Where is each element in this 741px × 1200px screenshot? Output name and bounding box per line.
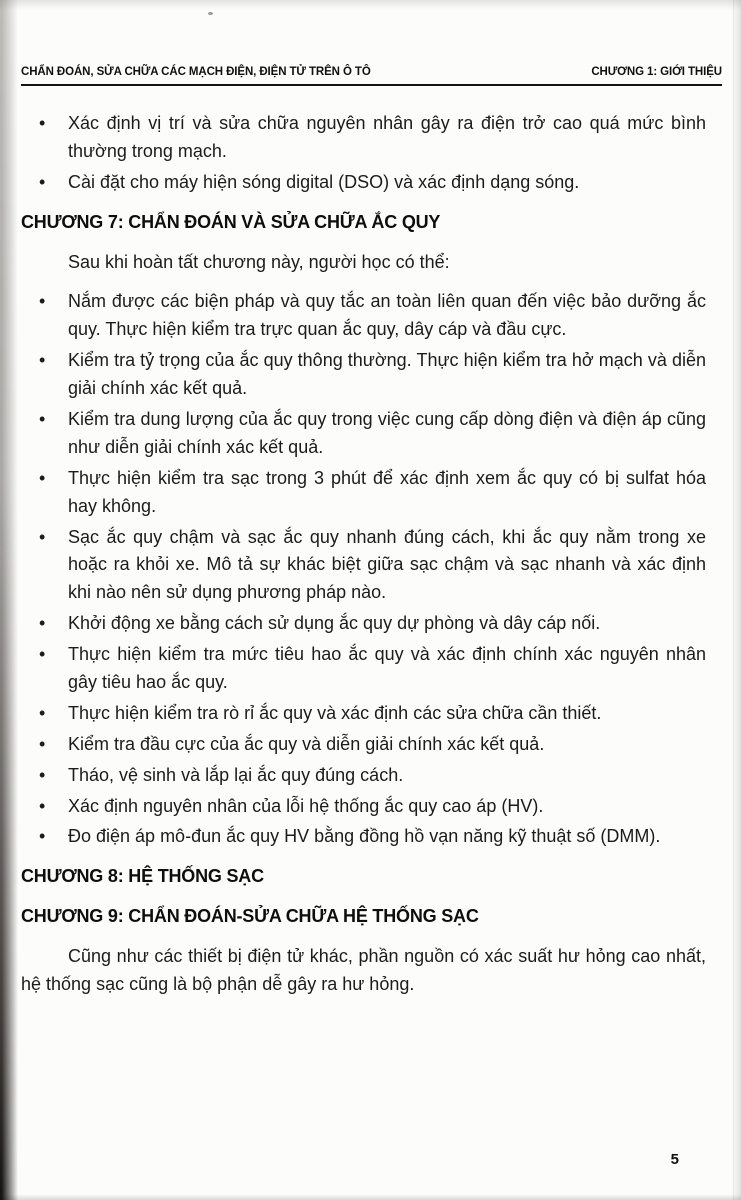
bullet-icon: • [39,171,46,192]
chapter7-lead: Sau khi hoàn tất chương này, người học có thể: [68,251,450,272]
list-item-text: Thực hiện kiểm tra sạc trong 3 phút để xác định xem ắc quy có bị sulfat hóa hay không. [68,467,706,516]
chapter8-heading: CHƯƠNG 8: HỆ THỐNG SẠC [21,866,264,887]
list-item-text: Khởi động xe bằng cách sử dụng ắc quy dự phòng và dây cáp nối. [68,613,601,634]
list-item [21,793,706,821]
list-item-text: Xác định vị trí và sửa chữa nguyên nhân gây ra điện trở cao quá mức bình thường trong mạch. [68,113,706,161]
chapter7-heading: CHƯƠNG 7: CHẨN ĐOÁN VÀ SỬA CHỮA ẮC QUY [21,211,441,232]
chapter-marker: CHƯƠNG 1: GIỚI THIỆU [591,66,722,78]
list-item [21,169,706,197]
bullet-icon: • [39,702,46,723]
bullet-icon: • [39,733,46,754]
list-item-text: Cài đặt cho máy hiện sóng digital (DSO) và xác định dạng sóng. [68,171,580,192]
list-item-text: Đo điện áp mô-đun ắc quy HV bằng đồng hồ vạn năng kỹ thuật số (DMM). [68,826,661,847]
list-item [21,288,706,344]
list-item [21,110,706,166]
list-item-text: Xác định nguyên nhân của lỗi hệ thống ắc quy cao áp (HV). [68,795,544,816]
list-item-text: Thực hiện kiểm tra rò rỉ ắc quy và xác định các sửa chữa cần thiết. [68,702,602,723]
list-item-text: Nắm được các biện pháp và quy tắc an toàn liên quan đến việc bảo dưỡng ắc quy. Thực hiện kiểm tra trực quan ắc quy, dây cáp và đầu cực. [68,291,706,340]
chapter9-heading: CHƯƠNG 9: CHẨN ĐOÁN-SỬA CHỮA HỆ THỐNG SẠC [21,906,479,927]
page-number: 5 [670,1151,679,1168]
previous-chapter-objectives-list [21,110,706,197]
chapter9-paragraph: Cũng như các thiết bị điện tử khác, phần nguồn có xác suất hư hỏng cao nhất, hệ thống sạc cũng là bộ phận dễ gây ra hư hỏng. [21,946,706,995]
chapter7-objectives-list [21,288,706,851]
list-item-text: Tháo, vệ sinh và lắp lại ắc quy đúng cách. [68,764,404,785]
bullet-icon: • [39,467,46,488]
bullet-icon: • [39,113,46,133]
list-item [21,347,706,403]
list-item [21,762,706,790]
list-item-text: Kiểm tra đầu cực của ắc quy và diễn giải chính xác kết quả. [68,733,545,754]
list-item [21,465,706,521]
list-item-text: Thực hiện kiểm tra mức tiêu hao ắc quy và xác định chính xác nguyên nhân gây tiêu hao ắc quy. [68,644,706,693]
list-item [21,731,706,759]
list-item-text: Kiểm tra dung lượng của ắc quy trong việc cung cấp dòng điện và điện áp cũng như diễn giải chính xác kết quả. [68,409,706,457]
page-content [0,86,741,999]
scan-bottom-shadow [0,1194,741,1200]
running-title: CHẨN ĐOÁN, SỬA CHỮA CÁC MẠCH ĐIỆN, ĐIỆN TỬ TRÊN Ô TÔ [21,66,371,78]
list-item-text: Kiểm tra tỷ trọng của ắc quy thông thường. Thực hiện kiểm tra hở mạch và diễn giải chính xác kết quả. [68,350,706,399]
list-item [21,524,706,608]
list-item-text: Sạc ắc quy chậm và sạc ắc quy nhanh đúng cách, khi ắc quy nằm trong xe hoặc ra khỏi xe. Mô tả sự khác biệt giữa sạc chậm và sạc nhanh và xác định khi nào nên sử dụng phương pháp nào. [68,526,706,603]
bullet-icon: • [39,350,46,371]
list-item [21,700,706,728]
bullet-icon: • [39,409,46,430]
list-item [21,406,706,462]
bullet-icon: • [39,526,46,547]
page-header [0,0,741,78]
list-item [21,641,706,697]
list-item [21,823,706,851]
bullet-icon: • [39,764,46,785]
bullet-icon: • [39,795,46,816]
bullet-icon: • [39,826,46,847]
bullet-icon: • [39,644,46,665]
list-item [21,610,706,638]
bullet-icon: • [39,291,46,312]
bullet-icon: • [39,613,46,634]
